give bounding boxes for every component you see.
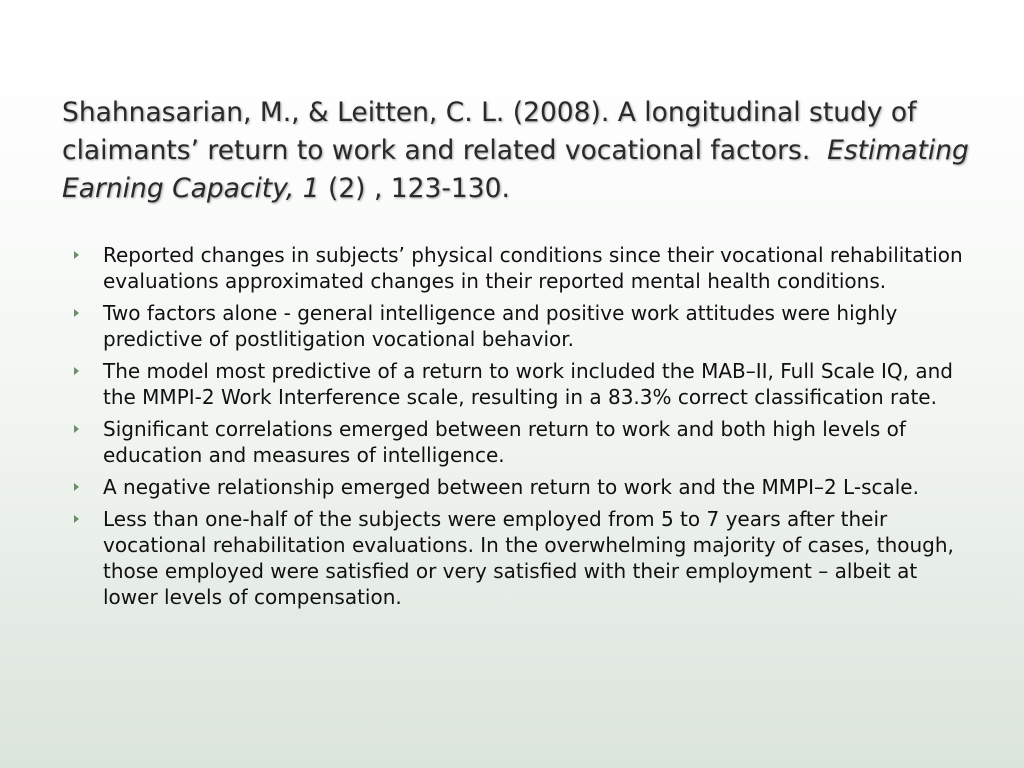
bullet-item bbox=[72, 506, 972, 610]
bullet-item bbox=[72, 300, 972, 352]
citation-journal: Estimating Earning Capacity, 1 bbox=[62, 135, 969, 204]
bullet-item bbox=[72, 474, 972, 500]
triangle-right-icon bbox=[74, 251, 79, 259]
bullet-item bbox=[72, 358, 972, 410]
bullet-item bbox=[72, 416, 972, 468]
triangle-right-icon bbox=[74, 483, 79, 491]
bullet-text: The model most predictive of a return to work included the MAB–II, Full Scale IQ, and the MMPI-2 Work Interference scale, resulting in a 83.3% correct classification rate. bbox=[103, 359, 953, 409]
bullet-text: A negative relationship emerged between return to work and the MMPI–2 L-scale. bbox=[103, 475, 919, 499]
bullet-list bbox=[72, 242, 972, 616]
slide-title bbox=[62, 94, 972, 208]
citation-authors-title: Shahnasarian, M., & Leitten, C. L. (2008). A longitudinal study of claimants’ return to work and related vocational factors. bbox=[62, 97, 917, 166]
citation-volume-pages: (2) , 123-130. bbox=[327, 173, 510, 204]
triangle-right-icon bbox=[74, 309, 79, 317]
bullet-text: Less than one-half of the subjects were employed from 5 to 7 years after their vocational rehabilitation evaluations. In the overwhelming majority of cases, though, those employed were satisfied or very satisfied with their employment – albeit at lower levels of compensation. bbox=[103, 507, 954, 609]
bullet-item bbox=[72, 242, 972, 294]
triangle-right-icon bbox=[74, 425, 79, 433]
triangle-right-icon bbox=[74, 367, 79, 375]
bullet-text: Reported changes in subjects’ physical conditions since their vocational rehabilitation evaluations approximated changes in their reported mental health conditions. bbox=[103, 243, 963, 293]
triangle-right-icon bbox=[74, 515, 79, 523]
bullet-text: Two factors alone - general intelligence and positive work attitudes were highly predictive of postlitigation vocational behavior. bbox=[103, 301, 898, 351]
bullet-text: Significant correlations emerged between return to work and both high levels of education and measures of intelligence. bbox=[103, 417, 906, 467]
